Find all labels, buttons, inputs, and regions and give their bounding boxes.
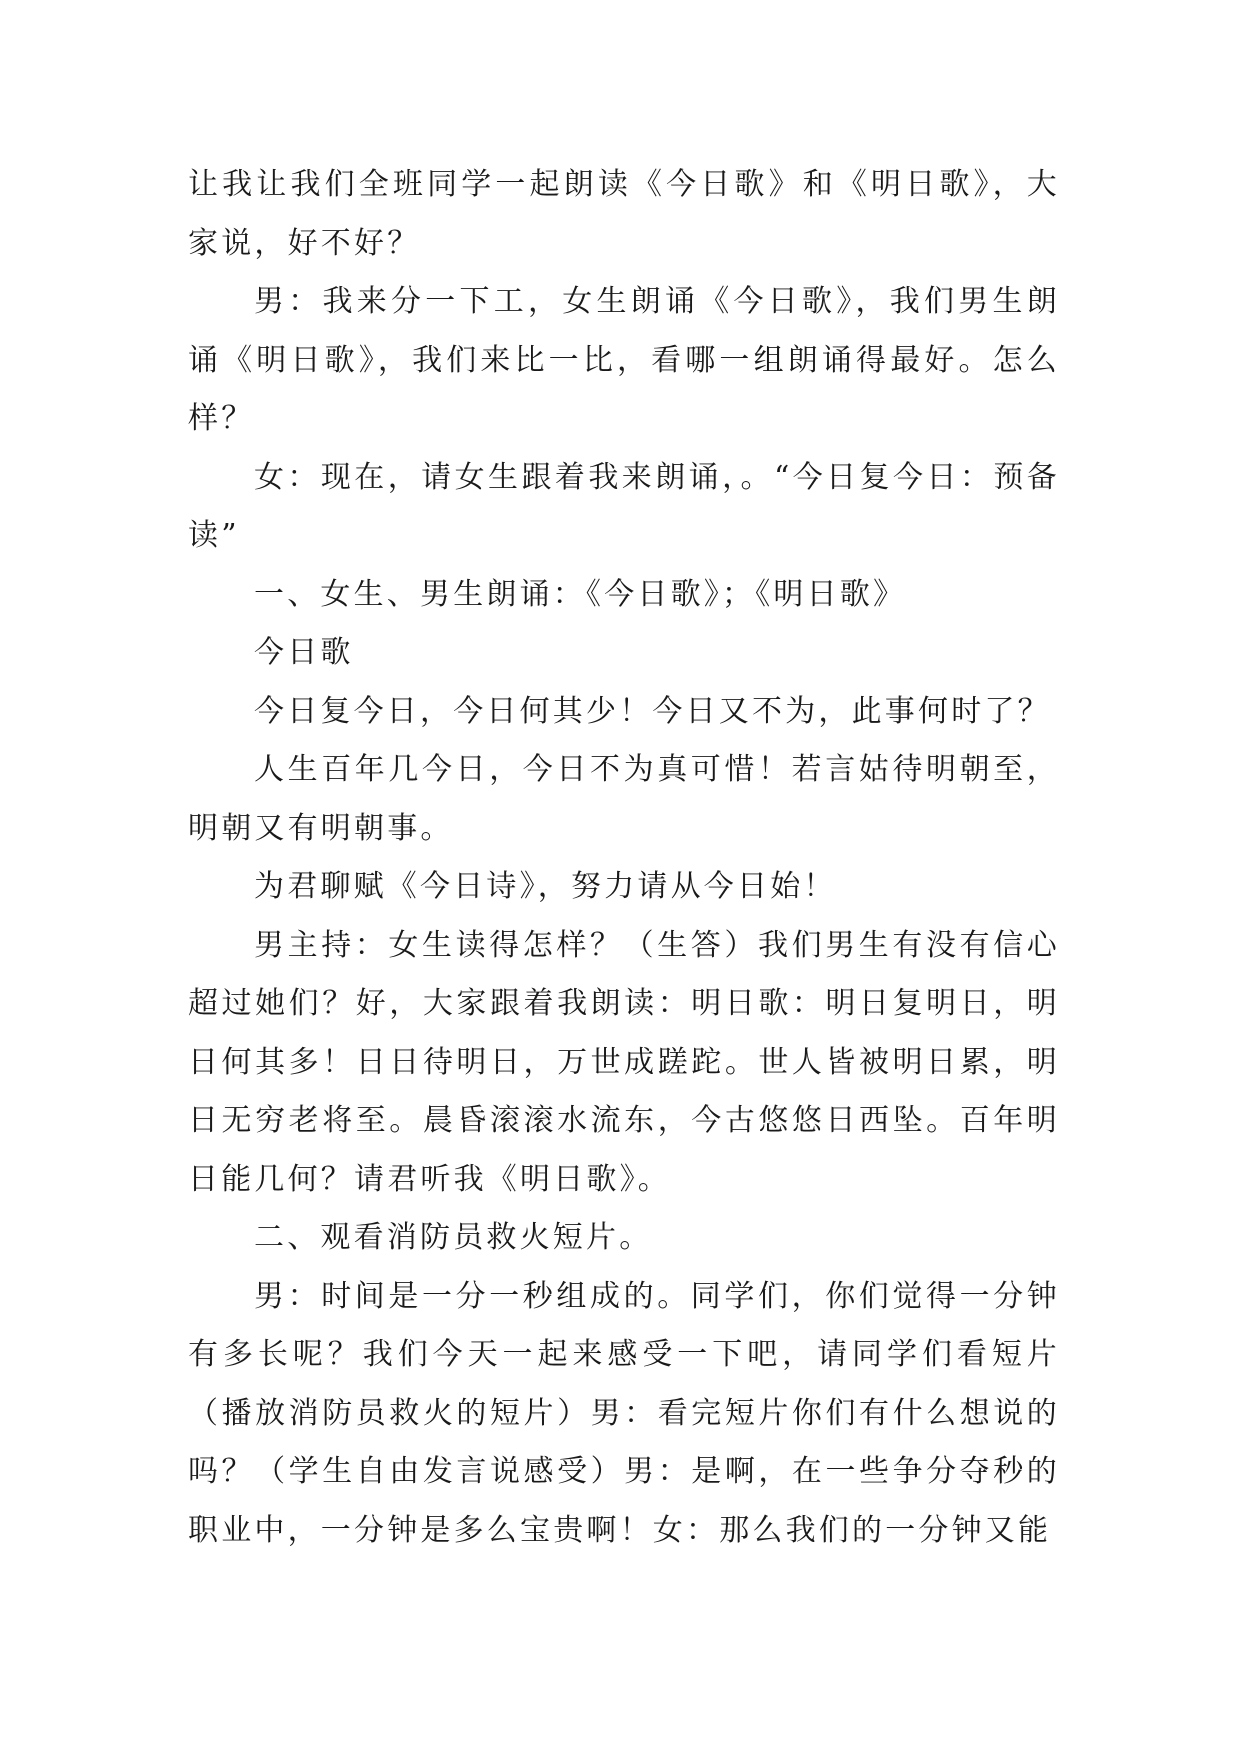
section-heading-recitation: 一、女生、男生朗诵：《今日歌》；《明日歌》 bbox=[254, 576, 907, 612]
poem-line-1: 今日复今日，今日何其少！今日又不为，此事何时了？ bbox=[254, 693, 1051, 729]
section-heading-firefighter-video: 二、观看消防员救火短片。 bbox=[254, 1220, 653, 1255]
paragraph-male-host-assign: 男：我来分一下工，女生朗诵《今日歌》，我们男生朗诵《明日歌》，我们来比一比，看哪一组朗诵得最好。怎么样？ bbox=[188, 284, 1060, 436]
poem-line-2: 人生百年几今日，今日不为真可惜！若言姑待明朝至，明朝又有明朝事。 bbox=[188, 752, 1060, 846]
poem-line-3: 为君聊赋《今日诗》，努力请从今日始！ bbox=[254, 869, 837, 904]
poem-title-jinri-ge: 今日歌 bbox=[254, 635, 354, 670]
paragraph-female-host-lead: 女：现在，请女生跟着我来朗诵，。“今日复今日：预备读” bbox=[188, 459, 1060, 553]
document-body bbox=[188, 156, 1060, 1560]
paragraph-one-minute-discussion: 男：时间是一分一秒组成的。同学们，你们觉得一分钟有多长呢？我们今天一起来感受一下吧，请同学们看短片（播放消防员救火的短片）男：看完短片你们有什么想说的吗？（学生自由发言说感受）男：是啊，在一些争分夺秒的职业中，一分钟是多么宝贵啊！女：那么我们的一分钟又能 bbox=[188, 1278, 1060, 1548]
paragraph-male-host-mingri-ge: 男主持：女生读得怎样？（生答）我们男生有没有信心超过她们？好，大家跟着我朗读：明日歌：明日复明日，明日何其多！日日待明日，万世成蹉跎。世人皆被明日累，明日无穷老将至。晨昏滚滚水流东，今古悠悠日西坠。百年明日能几何？请君听我《明日歌》。 bbox=[188, 927, 1060, 1197]
paragraph-intro: 让我让我们全班同学一起朗读《今日歌》和《明日歌》，大家说，好不好？ bbox=[188, 167, 1060, 261]
